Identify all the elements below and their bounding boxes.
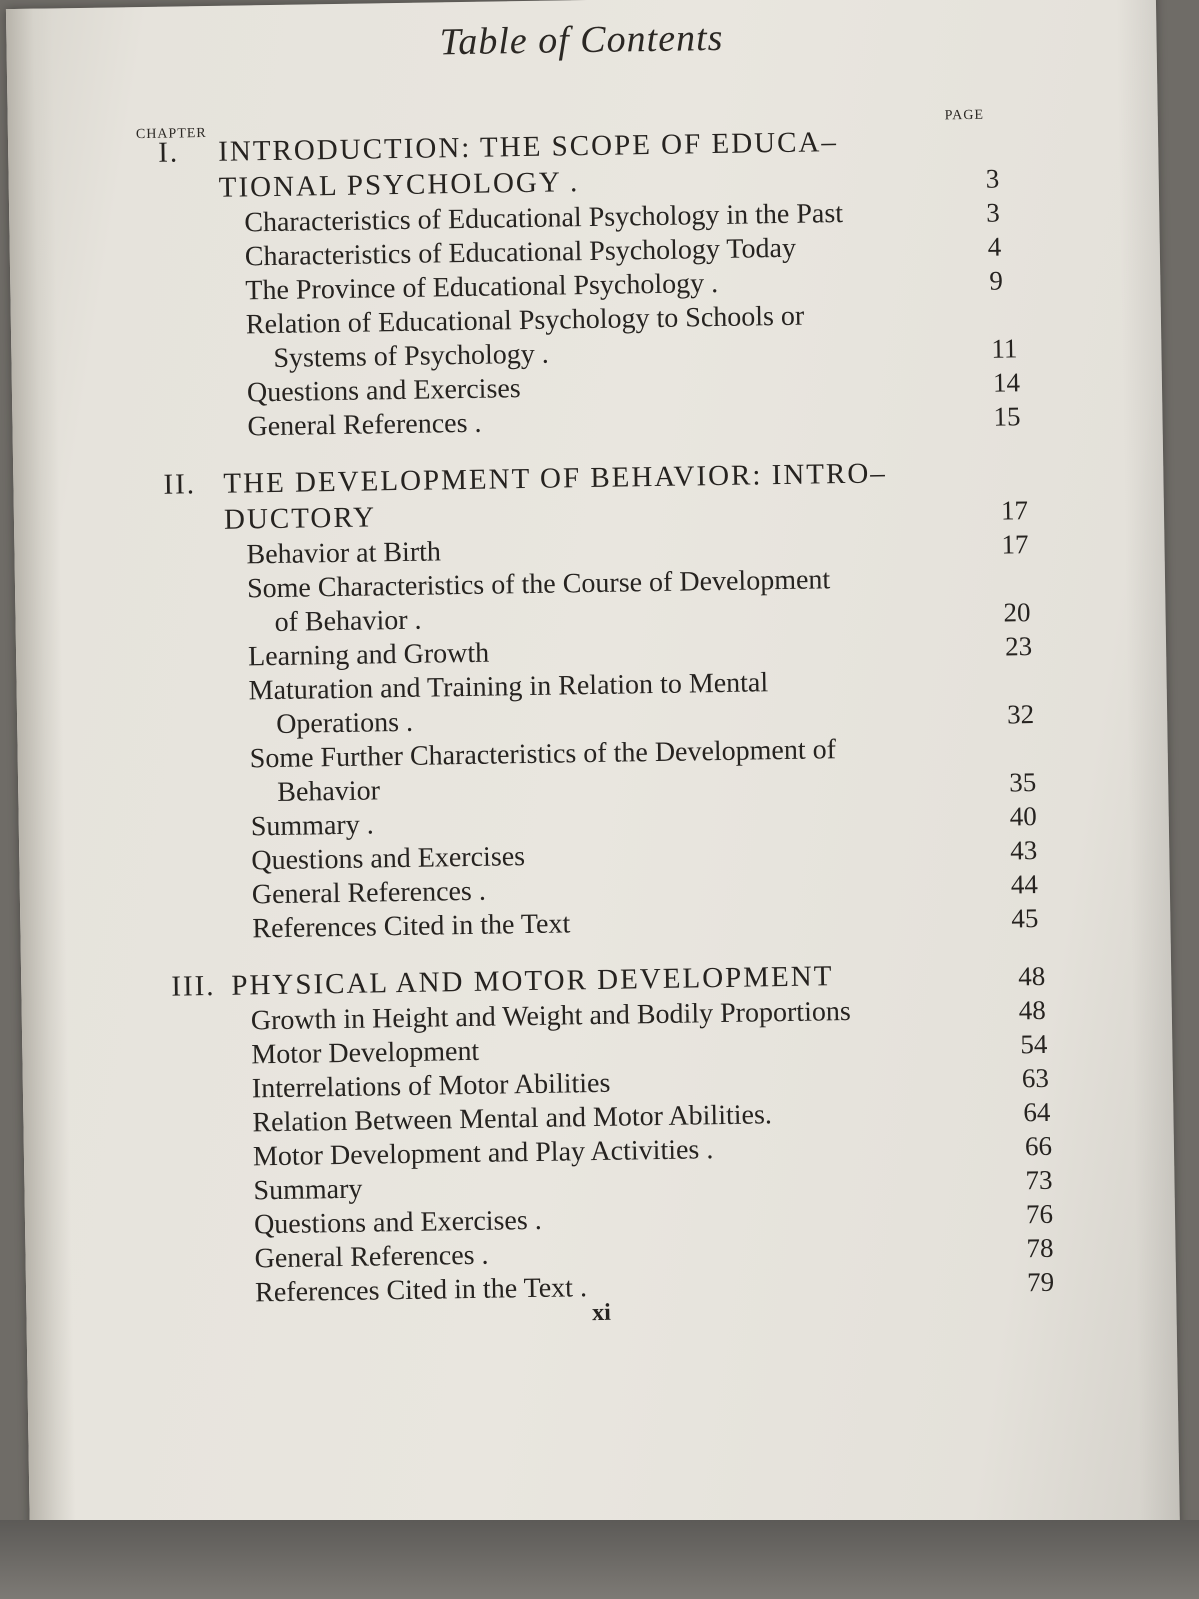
chapter-numeral: II. — [163, 468, 197, 501]
section-title-line: Some Characteristics of the Course of Development — [246, 564, 831, 605]
section-title-line: Interrelations of Motor Abilities — [251, 1067, 611, 1105]
section-page-number: 40 — [1009, 801, 1037, 832]
section-title-line: of Behavior . — [274, 604, 422, 638]
section-title-line: Maturation and Training in Relation to Mental — [248, 667, 769, 707]
section-page-number: 17 — [1001, 529, 1029, 560]
chapter-title-line: DUCTORY — [223, 501, 377, 536]
section-title-line: Relation Between Mental and Motor Abilities. — [252, 1099, 773, 1139]
section-title-line: Questions and Exercises . — [253, 1204, 542, 1241]
section-title-line: References Cited in the Text — [252, 908, 571, 945]
chapter-column-header: CHAPTER — [135, 125, 207, 143]
section-page-number: 44 — [1010, 869, 1039, 900]
section-title-line: Behavior at Birth — [246, 536, 442, 571]
chapter-page-number: 17 — [1000, 495, 1029, 526]
page-column-header: PAGE — [944, 107, 985, 124]
section-page-number: 64 — [1023, 1096, 1051, 1128]
section-title-line: Learning and Growth — [247, 637, 490, 673]
section-title-line: Motor Development and Play Activities . — [252, 1134, 714, 1173]
section-page-number: 63 — [1021, 1062, 1050, 1094]
section-page-number: 73 — [1025, 1164, 1053, 1196]
section-page-number: 32 — [1006, 699, 1035, 730]
section-title-line: Summary . — [250, 809, 374, 843]
section-title-line: Growth in Height and Weight and Bodily Proportions — [250, 995, 851, 1037]
section-page-number: 14 — [992, 367, 1021, 398]
section-title-line: Some Further Characteristics of the Development of — [249, 734, 837, 775]
chapter-page-number: 48 — [1018, 960, 1046, 992]
section-page-number: 66 — [1024, 1130, 1053, 1162]
section-title-line: Summary — [253, 1173, 363, 1207]
section-title-line: Characteristics of Educational Psychology Today — [244, 232, 797, 273]
chapter-numeral: I. — [157, 136, 180, 169]
section-title-line: Behavior — [277, 775, 381, 808]
section-page-number: 76 — [1025, 1198, 1054, 1230]
book-page — [6, 0, 1180, 1554]
chapter-title-line: PHYSICAL AND MOTOR DEVELOPMENT — [231, 960, 834, 1002]
section-title-line: Systems of Psychology . — [273, 338, 550, 374]
section-page-number: 11 — [991, 333, 1018, 364]
section-page-number: 23 — [1004, 631, 1033, 662]
section-title-line: Questions and Exercises — [251, 841, 526, 877]
section-page-number: 48 — [1018, 994, 1047, 1026]
section-page-number: 35 — [1008, 767, 1037, 798]
section-page-number: 3 — [986, 197, 1000, 228]
section-page-number: 15 — [993, 401, 1021, 432]
chapter-numeral: III. — [171, 969, 216, 1003]
section-title-line: Characteristics of Educational Psychology in the Past — [244, 198, 844, 239]
section-page-number: 9 — [989, 265, 1004, 296]
section-title-line: General References . — [251, 875, 487, 911]
section-title-line: Operations . — [275, 706, 414, 740]
section-title-line: General References . — [254, 1239, 489, 1275]
page-title: Table of Contents — [439, 16, 724, 64]
section-page-number: 54 — [1020, 1028, 1048, 1060]
chapter-title-line: THE DEVELOPMENT OF BEHAVIOR: INTRO– — [223, 457, 888, 500]
section-title-line: References Cited in the Text . — [254, 1272, 588, 1309]
chapter-title-line: INTRODUCTION: THE SCOPE OF EDUCA– — [217, 126, 839, 168]
background-surface — [0, 1520, 1199, 1599]
section-title-line: General References . — [247, 407, 482, 443]
section-title-line: Motor Development — [251, 1035, 480, 1071]
section-page-number: 45 — [1011, 903, 1039, 934]
section-page-number: 4 — [987, 231, 1002, 262]
section-title-line: The Province of Educational Psychology . — [245, 267, 719, 307]
section-page-number: 79 — [1026, 1266, 1055, 1298]
section-title-line: Questions and Exercises — [246, 373, 521, 409]
section-page-number: 78 — [1026, 1232, 1054, 1264]
section-page-number: 20 — [1003, 597, 1031, 628]
page-number: xi — [591, 1299, 612, 1327]
section-title-line: Relation of Educational Psychology to Schools or — [245, 300, 805, 341]
chapter-page-number: 3 — [985, 163, 1000, 194]
chapter-title-line: TIONAL PSYCHOLOGY . — [218, 166, 580, 204]
section-page-number: 43 — [1010, 835, 1038, 866]
